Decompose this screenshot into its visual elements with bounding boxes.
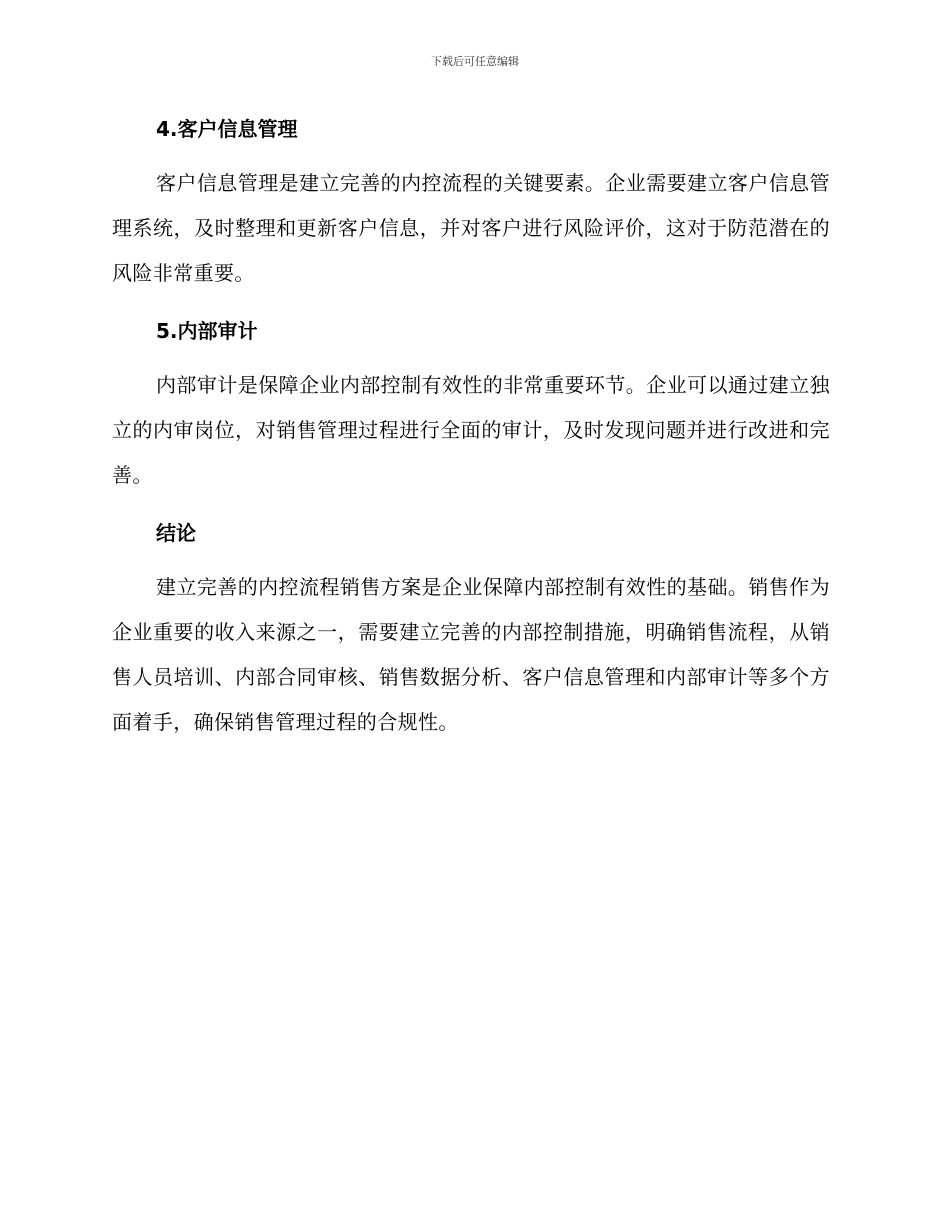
section-paragraph: 建立完善的内控流程销售方案是企业保障内部控制有效性的基础。销售作为企业重要的收入来源之一，需要建立完善的内部控制措施，明确销售流程，从销售人员培训、内部合同审核、销售数据分析、客户信息管理和内部审计等多个方面着手，确保销售管理过程的合规性。 (112, 575, 830, 734)
section-heading: 结论 (156, 521, 196, 545)
section-customer-info (112, 108, 830, 310)
section-paragraph: 客户信息管理是建立完善的内控流程的关键要素。企业需要建立客户信息管理系统，及时整理和更新客户信息，并对客户进行风险评价，这对于防范潜在的风险非常重要。 (112, 171, 830, 285)
section-paragraph: 内部审计是保障企业内部控制有效性的非常重要环节。企业可以通过建立独立的内审岗位，对销售管理过程进行全面的审计，及时发现问题并进行改进和完善。 (112, 373, 830, 487)
section-heading: 4.客户信息管理 (156, 117, 298, 141)
section-internal-audit (112, 310, 830, 512)
page-header: 下载后可任意编辑 (431, 55, 519, 68)
section-conclusion (112, 512, 830, 745)
section-heading: 5.内部审计 (156, 319, 258, 343)
document-body (112, 108, 830, 745)
